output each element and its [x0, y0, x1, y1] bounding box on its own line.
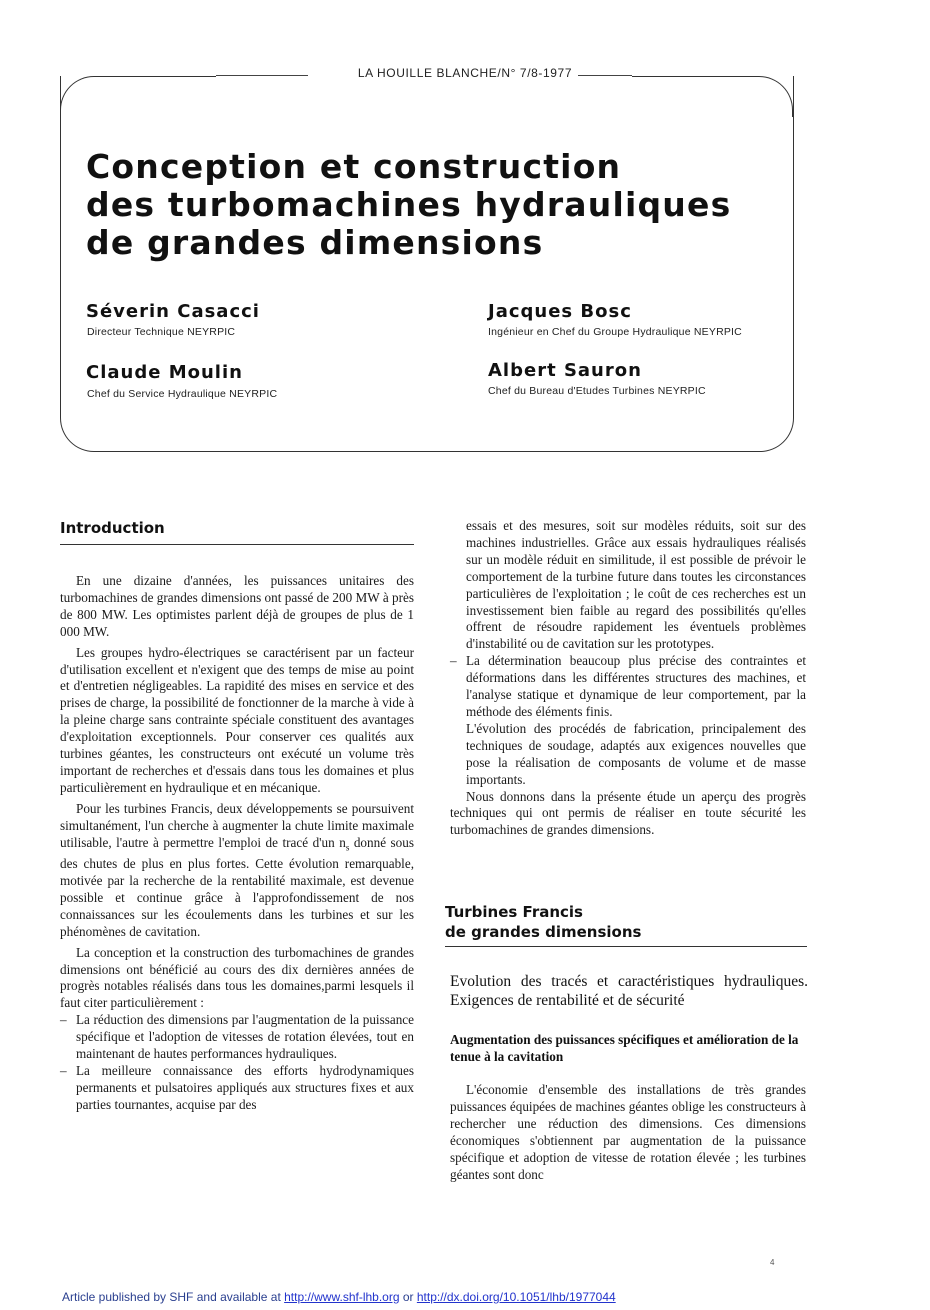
title-line: de grandes dimensions [86, 223, 544, 262]
subsection-heading: Evolution des tracés et caractéristiques hydrauliques. Exigences de rentabilité et de sécurité [450, 973, 808, 1009]
list-item: – La meilleure connaissance des efforts hydrodynamiques permanents et pulsatoires appliqués aux structures fixes et aux parties tournantes, acquise par des [60, 1063, 414, 1114]
author-name: Albert Sauron [488, 360, 642, 381]
section-rule [445, 946, 807, 947]
right-column [450, 518, 806, 839]
footer-citation [62, 1290, 616, 1304]
bullet-list [450, 653, 806, 721]
footer-mid: or [399, 1290, 417, 1304]
footer-link-shf[interactable]: http://www.shf-lhb.org [284, 1290, 400, 1304]
paragraph: L'économie d'ensemble des installations de très grandes puissances équipées de machines géantes oblige les constructeurs à rechercher une réduction des dimensions. Ces dimensions économiques s'obtiennent par augmentation de la puissance spécifique et adoption de vitesse de rotation élevée ; les turbines géantes sont donc [450, 1082, 806, 1182]
author-role: Chef du Service Hydraulique NEYRPIC [87, 388, 278, 400]
author-role: Directeur Technique NEYRPIC [87, 326, 236, 338]
paragraph: Pour les turbines Francis, deux développements se poursuivent simultanément, l'un cherche à augmenter la chute limite maximale utilisable, l'autre à permettre l'emploi de tracé d'un $n_s$ donné sous des chutes de plus en plus fortes. Cette évolution remarquable, motivée par la recherche de la rentabilité maximale, est devenue possible et continue grâce à l'approfondissement de nos connaissances sur les écoulements dans les turbines et sur les phénomènes de cavitation. [60, 800, 414, 939]
title-line: Conception et construction [86, 147, 622, 186]
title-frame-top [100, 76, 216, 77]
section-heading-line: Turbines Francis [445, 903, 583, 921]
footer-prefix: Article published by SHF and available at [62, 1290, 285, 1304]
left-column [60, 573, 414, 1114]
author-name: Séverin Casacci [86, 301, 260, 322]
journal-header: LA HOUILLE BLANCHE/N° 7/8-1977 [0, 66, 930, 80]
paragraph: En une dizaine d'années, les puissances unitaires des turbomachines de grandes dimensions ont passé de 200 MW à près de 800 MW. Les optimistes parlent déjà de groupes de plus de 1 000 MW. [60, 573, 414, 639]
paragraph: L'évolution des procédés de fabrication, principalement des techniques de soudage, adaptés aux exigences nouvelles que pose la réalisation de composants de volume et de masse importants. [466, 720, 806, 787]
title-frame-top-right [632, 76, 752, 77]
title-line: des turbomachines hydrauliques [86, 185, 732, 224]
footer-link-doi[interactable]: http://dx.doi.org/10.1051/lhb/1977044 [416, 1290, 616, 1304]
author-name: Claude Moulin [86, 362, 243, 383]
author-name: Jacques Bosc [488, 301, 632, 322]
section-heading-line: de grandes dimensions [445, 923, 642, 941]
paragraph: Les groupes hydro-électriques se caractérisent par un facteur d'utilisation excellent et n'exigent que des temps de mise au point et d'entretien négligeables. La rapidité des mises en service et des prises de charge, la possibilité de fonctionner de la marche à vide à la pleine charge sans contrainte spéciale constituent des avantages d'exploitation exceptionnels. Pour conserver ces qualités aux turbines géantes, les constructeurs ont exécuté un volume très important de recherches et d'essais dans tous les domaines et plus particulièrement en hydraulique et en mécanique. [60, 644, 414, 795]
section-heading-introduction: Introduction [60, 519, 165, 537]
section-heading-francis [445, 902, 641, 942]
section-rule [60, 544, 414, 545]
author-role: Chef du Bureau d'Etudes Turbines NEYRPIC [488, 385, 706, 397]
right-column-lower [450, 1082, 806, 1183]
author-role: Ingénieur en Chef du Groupe Hydraulique NEYRPIC [488, 326, 742, 338]
paragraph: Nous donnons dans la présente étude un aperçu des progrès techniques qui ont permis de réaliser en toute sécurité les turbomachines de grandes dimensions. [450, 788, 806, 838]
paragraph: essais et des mesures, soit sur modèles réduits, soit sur des machines industrielles. Grâce aux essais hydrauliques réalisés sur un modèle réduit en similitude, il est possible de prévoir le comportement de la turbine future dans toutes les circonstances particulières de l'exploitation ; le coût de ces recherches est un investissement bien faible au regard des possibilités qu'elles offrent de résoudre rapidement les éventuels problèmes d'instabilité ou de cavitation sur les prototypes. [466, 518, 806, 652]
list-item: – La réduction des dimensions par l'augmentation de la puissance spécifique et l'adoption de vitesses de rotation élevées, tout en maintenant de hautes performances hydrauliques. [60, 1012, 414, 1063]
page-number: 4 [770, 1258, 775, 1267]
list-item: – La détermination beaucoup plus précise des contraintes et déformations dans les différentes structures des machines, et l'analyse statique et dynamique de leur comportement, par la méthode des éléments finis. [450, 653, 806, 721]
subsubsection-heading: Augmentation des puissances spécifiques et amélioration de la tenue à la cavitation [450, 1032, 799, 1064]
bullet-list [60, 1012, 414, 1113]
paragraph: La conception et la construction des turbomachines de grandes dimensions ont bénéficié au cours des dix dernières années de progrès notables réalisés dans tous les domaines,parmi lesquels il faut citer particulièrement : [60, 944, 414, 1011]
article-title [86, 148, 786, 262]
